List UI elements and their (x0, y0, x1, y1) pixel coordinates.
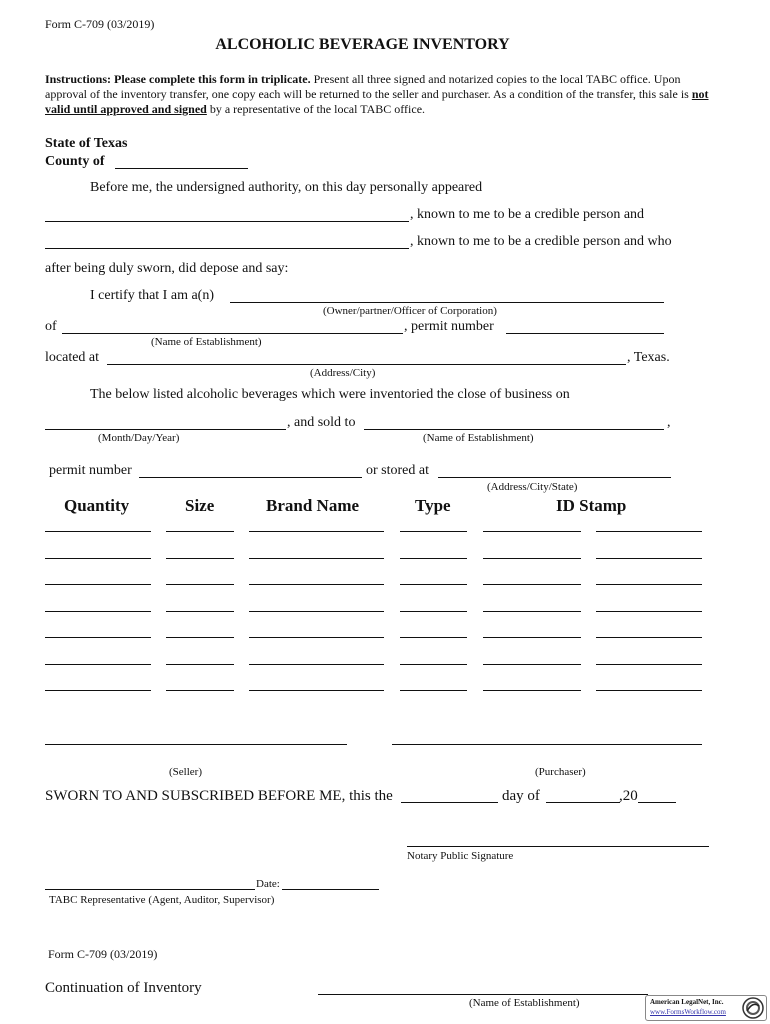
row-1-id-stamp-b-field[interactable] (596, 531, 702, 532)
county-label: County of (45, 154, 105, 169)
row-4-quantity-field[interactable] (45, 611, 151, 612)
row-5-brand-name-field[interactable] (249, 637, 384, 638)
row-4-id-stamp-a-field[interactable] (483, 611, 581, 612)
row-3-id-stamp-a-field[interactable] (483, 584, 581, 585)
stored-at-text: or stored at (366, 463, 429, 478)
row-6-size-field[interactable] (166, 664, 234, 665)
sworn-day-field[interactable] (401, 802, 498, 803)
tabc-rep-caption: TABC Representative (Agent, Auditor, Supervisor) (49, 894, 275, 906)
row-2-id-stamp-a-field[interactable] (483, 558, 581, 559)
logo-name: American LegalNet, Inc. (650, 998, 724, 1006)
establishment-field[interactable] (62, 333, 403, 334)
owner-caption: (Owner/partner/Officer of Corporation) (323, 305, 497, 317)
certify-text: I certify that I am a(n) (90, 288, 214, 303)
establishment-caption-2: (Name of Establishment) (423, 432, 534, 444)
sworn-month-field[interactable] (546, 802, 620, 803)
county-field[interactable] (115, 168, 248, 169)
legalnet-logo (645, 995, 767, 1021)
person2-field[interactable] (45, 248, 409, 249)
continuation-form-number: Form C-709 (03/2019) (48, 947, 158, 961)
row-2-type-field[interactable] (400, 558, 467, 559)
address-caption: (Address/City) (310, 367, 376, 379)
owner-field[interactable] (230, 302, 664, 303)
row-2-brand-name-field[interactable] (249, 558, 384, 559)
row-1-id-stamp-a-field[interactable] (483, 531, 581, 532)
row-7-size-field[interactable] (166, 690, 234, 691)
row-4-type-field[interactable] (400, 611, 467, 612)
instructions-emphasis: not valid until approved and signed (45, 87, 709, 116)
comma-text: , (667, 415, 671, 430)
row-5-id-stamp-a-field[interactable] (483, 637, 581, 638)
of-text: of (45, 319, 57, 334)
row-6-id-stamp-b-field[interactable] (596, 664, 702, 665)
intro-text: Before me, the undersigned authority, on this day personally appeared (90, 180, 483, 195)
row-7-id-stamp-a-field[interactable] (483, 690, 581, 691)
sold-to-text: , and sold to (287, 415, 356, 430)
located-at-text: located at (45, 350, 100, 365)
address-field[interactable] (107, 364, 626, 365)
row-7-type-field[interactable] (400, 690, 467, 691)
header-type: Type (415, 496, 451, 515)
purchaser-signature-field[interactable] (392, 744, 702, 745)
row-4-brand-name-field[interactable] (249, 611, 384, 612)
row-5-size-field[interactable] (166, 637, 234, 638)
establishment-caption: (Name of Establishment) (151, 336, 262, 348)
credible2-text: , known to me to be a credible person and who (410, 234, 672, 249)
row-6-type-field[interactable] (400, 664, 467, 665)
sworn-year-field[interactable] (638, 802, 676, 803)
state-label: State of Texas (45, 136, 128, 151)
row-7-brand-name-field[interactable] (249, 690, 384, 691)
row-1-type-field[interactable] (400, 531, 467, 532)
purchaser-establishment-field[interactable] (364, 429, 664, 430)
instructions-lead: Instructions: Please complete this form in triplicate. (45, 72, 311, 86)
row-5-id-stamp-b-field[interactable] (596, 637, 702, 638)
header-brand-name: Brand Name (266, 496, 360, 515)
row-5-type-field[interactable] (400, 637, 467, 638)
sworn-to-text: SWORN TO AND SUBSCRIBED BEFORE ME, this the (45, 788, 393, 804)
year-prefix-text: ,20 (619, 788, 638, 804)
listed-text: The below listed alcoholic beverages which were inventoried the close of business on (90, 387, 570, 402)
credible1-text: , known to me to be a credible person and (410, 207, 645, 222)
notary-signature-field[interactable] (407, 846, 709, 847)
inventory-date-field[interactable] (45, 429, 286, 430)
row-3-brand-name-field[interactable] (249, 584, 384, 585)
address-state-caption: (Address/City/State) (487, 481, 578, 493)
row-2-quantity-field[interactable] (45, 558, 151, 559)
row-4-id-stamp-b-field[interactable] (596, 611, 702, 612)
page-title: ALCOHOLIC BEVERAGE INVENTORY (215, 36, 510, 53)
notary-caption: Notary Public Signature (407, 850, 514, 862)
texas-text: , Texas. (627, 350, 670, 365)
row-6-id-stamp-a-field[interactable] (483, 664, 581, 665)
person1-field[interactable] (45, 221, 409, 222)
row-4-size-field[interactable] (166, 611, 234, 612)
header-size: Size (185, 496, 215, 515)
instructions-text1: Present all three signed and notarized copies to the local TABC office. Upon approval of the inventory transfer, one copy each will be returned to the seller and purchaser. As a condition of the transfer, this sale is (45, 72, 692, 101)
row-3-id-stamp-b-field[interactable] (596, 584, 702, 585)
row-2-id-stamp-b-field[interactable] (596, 558, 702, 559)
row-7-quantity-field[interactable] (45, 690, 151, 691)
row-2-size-field[interactable] (166, 558, 234, 559)
permit-number2-field[interactable] (139, 477, 362, 478)
form-number: Form C-709 (03/2019) (45, 17, 155, 31)
purchaser-caption: (Purchaser) (535, 766, 586, 778)
legalnet-logo-icon (742, 997, 764, 1019)
stored-address-field[interactable] (438, 477, 671, 478)
row-1-quantity-field[interactable] (45, 531, 151, 532)
logo-url[interactable]: www.FormsWorkflow.com (650, 1008, 726, 1016)
row-5-quantity-field[interactable] (45, 637, 151, 638)
continuation-title: Continuation of Inventory (45, 980, 202, 996)
sworn-text: after being duly sworn, did depose and say: (45, 261, 289, 276)
continuation-establishment-field[interactable] (318, 994, 648, 995)
permit-number2-text: permit number (49, 463, 132, 478)
seller-caption: (Seller) (169, 766, 202, 778)
row-1-size-field[interactable] (166, 531, 234, 532)
row-6-brand-name-field[interactable] (249, 664, 384, 665)
continuation-establishment-caption: (Name of Establishment) (469, 997, 580, 1009)
instructions-text2: by a representative of the local TABC office. (206, 102, 426, 116)
row-7-id-stamp-b-field[interactable] (596, 690, 702, 691)
header-quantity: Quantity (64, 496, 130, 515)
day-of-text: day of (502, 788, 540, 804)
seller-signature-field[interactable] (45, 744, 347, 745)
row-3-size-field[interactable] (166, 584, 234, 585)
tabc-date-field[interactable] (282, 889, 379, 890)
row-3-type-field[interactable] (400, 584, 467, 585)
date-caption: (Month/Day/Year) (98, 432, 180, 444)
date-label: Date: (256, 878, 280, 890)
permit-number-field[interactable] (506, 333, 664, 334)
row-1-brand-name-field[interactable] (249, 531, 384, 532)
permit-number-text: , permit number (404, 319, 494, 334)
row-3-quantity-field[interactable] (45, 584, 151, 585)
row-6-quantity-field[interactable] (45, 664, 151, 665)
tabc-rep-signature-field[interactable] (45, 889, 255, 890)
instructions (45, 72, 725, 117)
header-id-stamp: ID Stamp (556, 496, 627, 515)
